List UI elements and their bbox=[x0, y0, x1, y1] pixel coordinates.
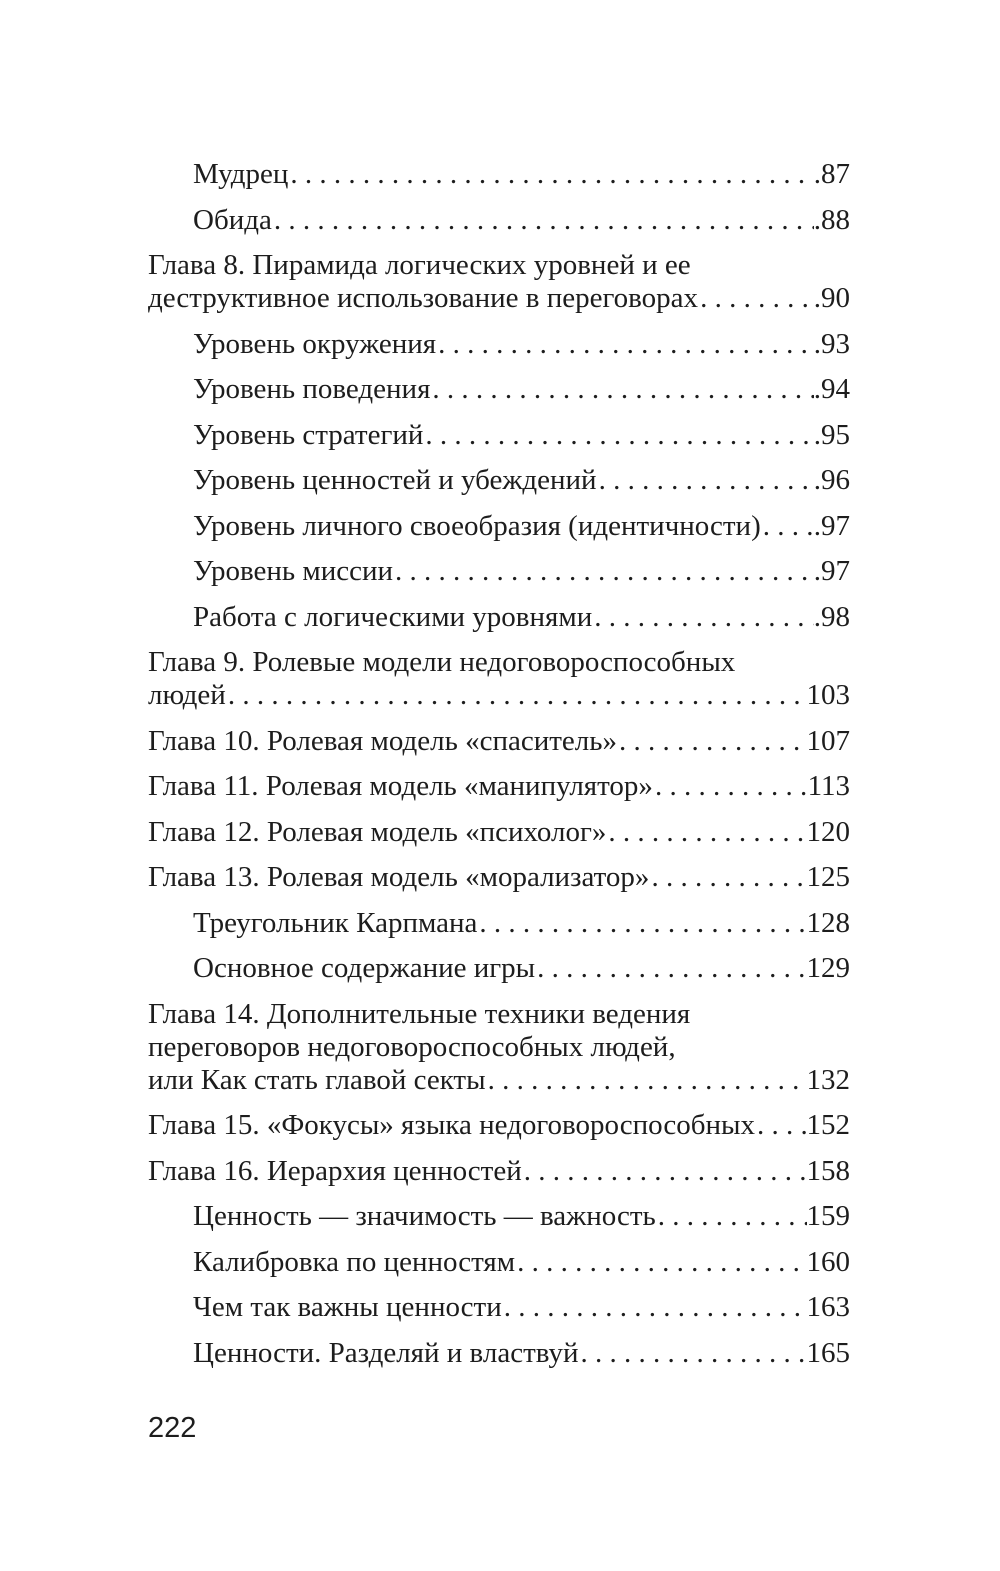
dot-leader bbox=[423, 419, 813, 452]
toc-subentry bbox=[148, 907, 850, 940]
dot-leader bbox=[617, 725, 807, 758]
toc-entry-line bbox=[148, 1064, 850, 1097]
toc-entry-title: Основное содержание игры bbox=[193, 952, 536, 984]
dot-leader bbox=[649, 861, 806, 894]
toc-entry-title-line: Глава 9. Ролевые модели недоговороспособных bbox=[148, 646, 736, 678]
toc-entry-line bbox=[148, 282, 850, 315]
toc-subentry bbox=[148, 419, 850, 452]
toc-entry-line bbox=[193, 1291, 850, 1324]
toc-subentry bbox=[148, 1337, 850, 1370]
toc-entry-title: Уровень миссии bbox=[193, 555, 394, 587]
toc-chapter-entry bbox=[148, 1109, 850, 1142]
toc-entry-line bbox=[148, 861, 850, 894]
dot-leader bbox=[393, 555, 814, 588]
dot-leader bbox=[430, 373, 813, 406]
dot-leader bbox=[515, 1246, 806, 1279]
toc-entry-line bbox=[193, 555, 850, 588]
toc-entry-title: или Как стать главой секты bbox=[148, 1063, 486, 1096]
toc-entry-page: 159 bbox=[806, 1200, 850, 1232]
toc-entry-title: Уровень поведения bbox=[193, 373, 431, 405]
toc-entry-title-line: переговоров недоговороспособных людей, bbox=[148, 1030, 676, 1063]
toc-entry-title: Ценности. Разделяй и властвуй bbox=[193, 1336, 579, 1369]
toc-entry-line bbox=[193, 204, 850, 237]
toc-entry-page: 163 bbox=[806, 1291, 850, 1323]
dot-leader bbox=[522, 1155, 807, 1188]
toc-entry-title: Глава 10. Ролевая модель «спаситель» bbox=[148, 724, 617, 757]
toc-chapter-entry bbox=[148, 861, 850, 894]
dot-leader bbox=[606, 816, 806, 849]
toc-subentry bbox=[148, 204, 850, 237]
toc-entry-title: Уровень стратегий bbox=[193, 418, 424, 451]
toc-subentry bbox=[148, 952, 850, 985]
page-number: 222 bbox=[148, 1412, 197, 1444]
toc-entry-title: Глава 15. «Фокусы» языка недоговороспособных bbox=[148, 1109, 756, 1141]
toc-entry-line bbox=[148, 679, 850, 712]
toc-entry-line bbox=[193, 419, 850, 452]
toc-entry-title: Уровень личного своеобразия (идентичности) bbox=[193, 509, 761, 542]
dot-leader bbox=[653, 770, 808, 803]
dot-leader bbox=[477, 907, 806, 940]
toc-entry-page: .93 bbox=[813, 327, 850, 360]
toc-entry-title: Глава 16. Иерархия ценностей bbox=[148, 1154, 522, 1187]
toc-entry-page: .94 bbox=[813, 373, 850, 405]
toc-subentry bbox=[148, 1200, 850, 1233]
toc-subentry bbox=[148, 158, 850, 191]
toc-entry-page: 120 bbox=[806, 815, 850, 848]
toc-chapter-entry bbox=[148, 249, 850, 315]
toc-entry-line bbox=[148, 770, 850, 803]
toc-subentry bbox=[148, 464, 850, 497]
toc-entry-title: людей bbox=[148, 679, 226, 711]
toc-entry-title: Уровень ценностей и убеждений bbox=[193, 464, 597, 496]
toc-entry-title: Глава 13. Ролевая модель «морализатор» bbox=[148, 861, 650, 893]
table-of-contents bbox=[148, 158, 850, 1382]
toc-chapter-entry bbox=[148, 770, 850, 803]
toc-entry-page: 132 bbox=[806, 1063, 850, 1096]
toc-entry-page: .97 bbox=[813, 555, 850, 587]
toc-entry-title: Работа с логическими уровнями bbox=[193, 600, 593, 633]
dot-leader bbox=[761, 510, 814, 543]
toc-subentry bbox=[148, 1246, 850, 1279]
dot-leader bbox=[272, 204, 814, 237]
toc-entry-line bbox=[193, 952, 850, 985]
dot-leader bbox=[436, 328, 814, 361]
toc-entry-line bbox=[193, 158, 850, 191]
dot-leader bbox=[656, 1200, 807, 1233]
toc-chapter-entry bbox=[148, 725, 850, 758]
toc-entry-page: 103 bbox=[806, 679, 850, 711]
toc-subentry bbox=[148, 601, 850, 634]
toc-entry-title: Глава 11. Ролевая модель «манипулятор» bbox=[148, 770, 653, 802]
toc-entry-line bbox=[193, 1246, 850, 1279]
toc-entry-page: 158 bbox=[806, 1154, 850, 1187]
toc-entry-title: Ценность — значимость — важность bbox=[193, 1200, 656, 1232]
toc-subentry bbox=[148, 555, 850, 588]
toc-entry-line bbox=[193, 464, 850, 497]
toc-chapter-entry bbox=[148, 816, 850, 849]
toc-entry-page: 129 bbox=[806, 952, 850, 984]
toc-chapter-entry bbox=[148, 1155, 850, 1188]
toc-entry-title: деструктивное использование в переговорах bbox=[148, 282, 699, 314]
dot-leader bbox=[597, 464, 814, 497]
toc-entry-line bbox=[193, 601, 850, 634]
toc-entry-title: Треугольник Карпмана bbox=[193, 906, 478, 939]
toc-entry-title-line: Глава 14. Дополнительные техники ведения bbox=[148, 997, 691, 1030]
toc-entry-page: .96 bbox=[813, 464, 850, 496]
toc-entry-page: .97 bbox=[813, 509, 850, 542]
toc-entry-title: Чем так важны ценности bbox=[193, 1291, 502, 1323]
toc-entry-page: 128 bbox=[806, 906, 850, 939]
dot-leader bbox=[486, 1064, 807, 1097]
toc-entry-line bbox=[193, 373, 850, 406]
toc-entry-line bbox=[148, 816, 850, 849]
toc-entry-page: .95 bbox=[813, 418, 850, 451]
toc-entry-page: .90 bbox=[813, 282, 850, 314]
toc-entry-page: 160 bbox=[806, 1245, 850, 1278]
toc-entry-page: 152 bbox=[806, 1109, 850, 1141]
toc-entry-line bbox=[148, 1109, 850, 1142]
toc-subentry bbox=[148, 1291, 850, 1324]
toc-entry-page: .87 bbox=[813, 158, 850, 190]
toc-entry-title-line: Глава 8. Пирамида логических уровней и ее bbox=[148, 249, 691, 281]
toc-chapter-entry bbox=[148, 998, 850, 1097]
toc-subentry bbox=[148, 510, 850, 543]
dot-leader bbox=[698, 282, 814, 315]
toc-chapter-entry bbox=[148, 646, 850, 712]
dot-leader bbox=[288, 158, 813, 191]
dot-leader bbox=[578, 1337, 806, 1370]
toc-entry-line bbox=[193, 1337, 850, 1370]
toc-entry-page: .88 bbox=[813, 203, 850, 236]
toc-entry-line bbox=[193, 328, 850, 361]
toc-entry-line bbox=[193, 907, 850, 940]
toc-entry-title: Уровень окружения bbox=[193, 327, 437, 360]
toc-entry-line bbox=[148, 1155, 850, 1188]
toc-entry-page: 113 bbox=[807, 770, 850, 802]
toc-entry-title: Обида bbox=[193, 203, 272, 236]
toc-entry-page: 107 bbox=[806, 724, 850, 757]
toc-entry-line bbox=[193, 1200, 850, 1233]
dot-leader bbox=[755, 1109, 806, 1142]
toc-entry-line bbox=[148, 725, 850, 758]
toc-entry-title: Глава 12. Ролевая модель «психолог» bbox=[148, 815, 607, 848]
toc-subentry bbox=[148, 328, 850, 361]
dot-leader bbox=[502, 1291, 807, 1324]
toc-entry-line bbox=[193, 510, 850, 543]
toc-entry-title: Калибровка по ценностям bbox=[193, 1245, 516, 1278]
toc-subentry bbox=[148, 373, 850, 406]
dot-leader bbox=[592, 601, 814, 634]
toc-entry-page: 165 bbox=[806, 1336, 850, 1369]
toc-entry-page: .98 bbox=[813, 600, 850, 633]
dot-leader bbox=[535, 952, 806, 985]
toc-entry-title: Мудрец bbox=[193, 158, 289, 190]
dot-leader bbox=[226, 679, 807, 712]
toc-entry-page: 125 bbox=[806, 861, 850, 893]
